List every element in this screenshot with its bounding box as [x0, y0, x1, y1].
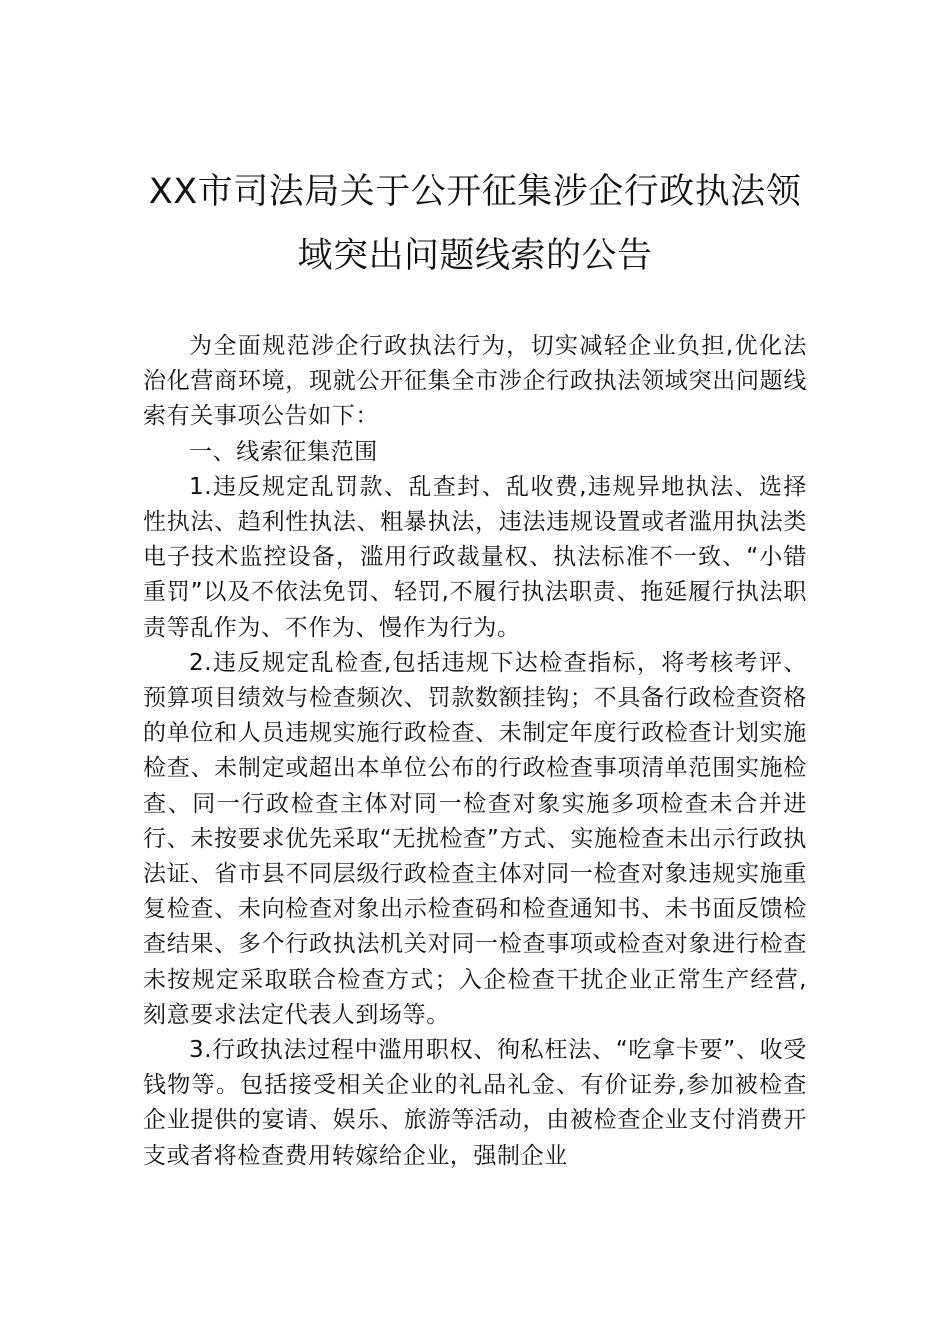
- item-paragraph-2: 2.违反规定乱检查,包括违规下达检查指标，将考核考评、预算项目绩效与检查频次、罚款数额挂钩；不具备行政检查资格的单位和人员违规实施行政检查、未制定年度行政检查计划实施检查、未制定或超出本单位公布的行政检查事项清单范围实施检查、同一行政检查主体对同一检查对象实施多项检查未合并进行、未按要求优先采取“无扰检查”方式、实施检查未出示行政执法证、省市县不同层级行政检查主体对同一检查对象违规实施重复检查、未向检查对象出示检查码和检查通知书、未书面反馈检查结果、多个行政执法机关对同一检查事项或检查对象进行检查未按规定采取联合检查方式；入企检查干扰企业正常生产经营,刻意要求法定代表人到场等。: [143, 649, 807, 1028]
- intro-paragraph: 为全面规范涉企行政执法行为，切实减轻企业负担,优化法治化营商环境，现就公开征集全市涉企行政执法领域突出问题线索有关事项公告如下：: [143, 333, 807, 430]
- item-paragraph-1: 1.违反规定乱罚款、乱查封、乱收费,违规异地执法、选择性执法、趋利性执法、粗暴执法，违法违规设置或者滥用执法类电子技术监控设备，滥用行政裁量权、执法标准不一致、“小错重罚”以及不依法免罚、轻罚,不履行执法职责、拖延履行执法职责等乱作为、不作为、慢作为行为。: [143, 473, 807, 641]
- title-line-1: XX市司法局关于公开征集涉企行政执法领: [148, 172, 802, 212]
- item-paragraph-3: 3.行政执法过程中滥用职权、徇私枉法、“吃拿卡要”、收受钱物等。包括接受相关企业的礼品礼金、有价证券,参加被检查企业提供的宴请、娱乐、旅游等活动，由被检查企业支付消费开支或者将检查费用转嫁给企业，强制企业: [143, 1037, 807, 1169]
- title-line-2: 域突出问题线索的公告: [297, 236, 653, 276]
- section-heading: 一、线索征集范围: [189, 438, 378, 465]
- document-body: [143, 329, 807, 1174]
- document-page: [143, 160, 807, 1174]
- document-title: [143, 160, 807, 288]
